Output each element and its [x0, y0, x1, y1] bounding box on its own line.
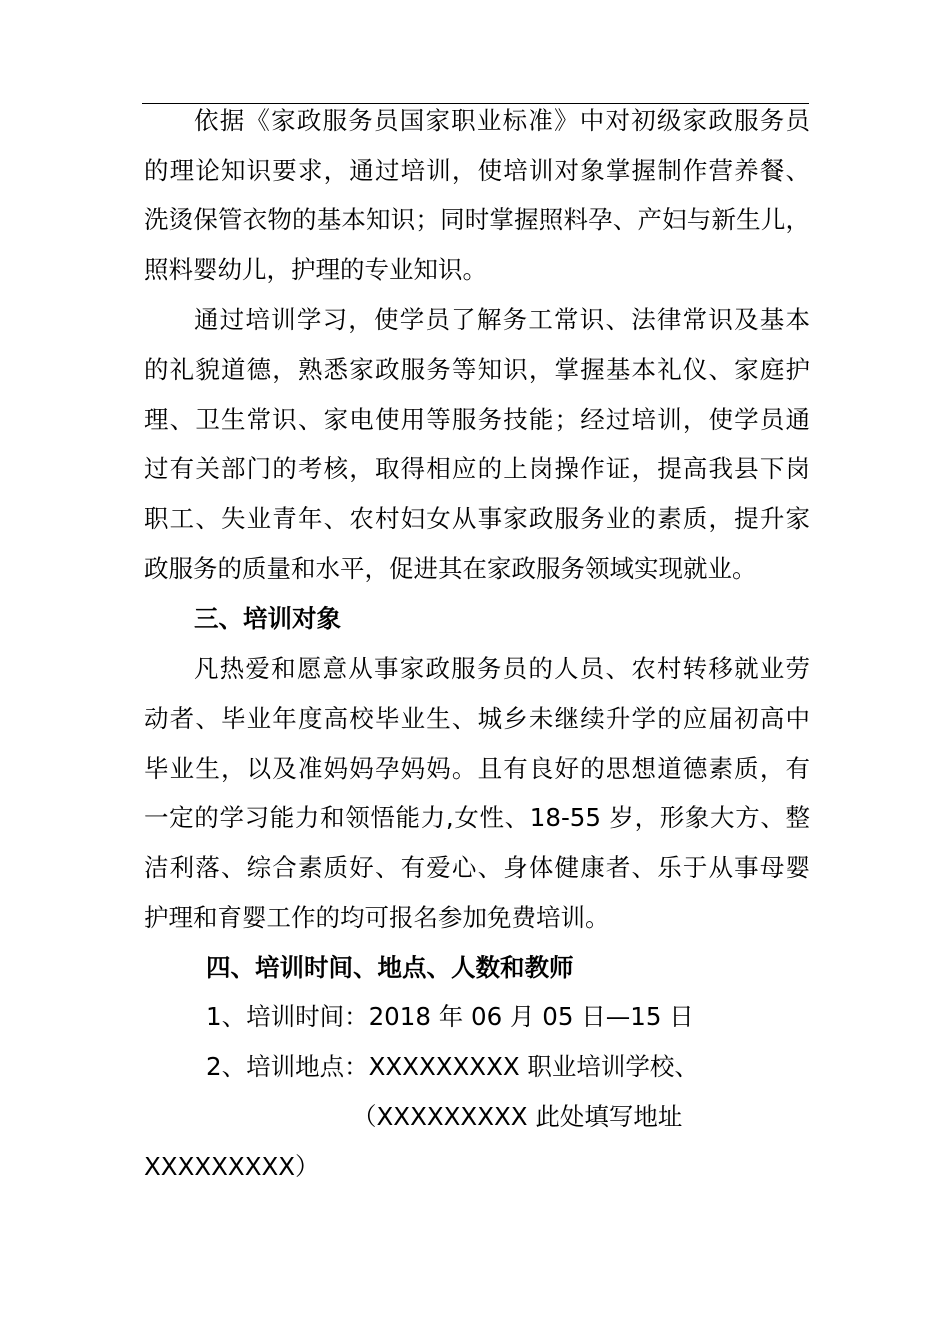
address-line: （XXXXXXXXX 此处填写地址 — [352, 1102, 683, 1131]
text-line: 洁利落、综合素质好、有爱心、身体健康者、乐于从事母婴 — [144, 853, 810, 882]
training-location-item: 2、培训地点：XXXXXXXXX 职业培训学校、 — [206, 1052, 699, 1081]
text-line: 过有关部门的考核，取得相应的上岗操作证，提高我县下岗 — [144, 454, 810, 483]
text-line: 动者、毕业年度高校毕业生、城乡未继续升学的应届初高中 — [144, 704, 810, 733]
text-line: 通过培训学习，使学员了解务工常识、法律常识及基本 — [194, 305, 810, 334]
text-line: 护理和育婴工作的均可报名参加免费培训。 — [144, 903, 610, 932]
text-line: 凡热爱和愿意从事家政服务员的人员、农村转移就业劳 — [194, 654, 810, 683]
address-line: XXXXXXXXX） — [144, 1152, 320, 1181]
header-rule — [142, 103, 809, 104]
text-line: 政服务的质量和水平，促进其在家政服务领域实现就业。 — [144, 554, 757, 583]
text-line: 的理论知识要求，通过培训，使培训对象掌握制作营养餐、 — [144, 156, 810, 185]
text-line: 依据《家政服务员国家职业标准》中对初级家政服务员 — [194, 106, 810, 135]
text-line: 职工、失业青年、农村妇女从事家政服务业的素质，提升家 — [144, 504, 810, 533]
text-line: 毕业生，以及准妈妈孕妈妈。且有良好的思想道德素质，有 — [144, 754, 810, 783]
text-line: 的礼貌道德，熟悉家政服务等知识，掌握基本礼仪、家庭护 — [144, 355, 810, 384]
section-heading: 四、培训时间、地点、人数和教师 — [206, 953, 574, 982]
text-line: 照料婴幼儿，护理的专业知识。 — [144, 255, 487, 284]
text-line: 洗烫保管衣物的基本知识；同时掌握照料孕、产妇与新生儿， — [144, 205, 810, 234]
text-line: 一定的学习能力和领悟能力,女性、18-55 岁，形象大方、整 — [144, 803, 810, 832]
text-line: 理、卫生常识、家电使用等服务技能；经过培训，使学员通 — [144, 405, 810, 434]
training-time-item: 1、培训时间：2018 年 06 月 05 日—15 日 — [206, 1002, 694, 1031]
section-heading: 三、培训对象 — [194, 604, 341, 633]
